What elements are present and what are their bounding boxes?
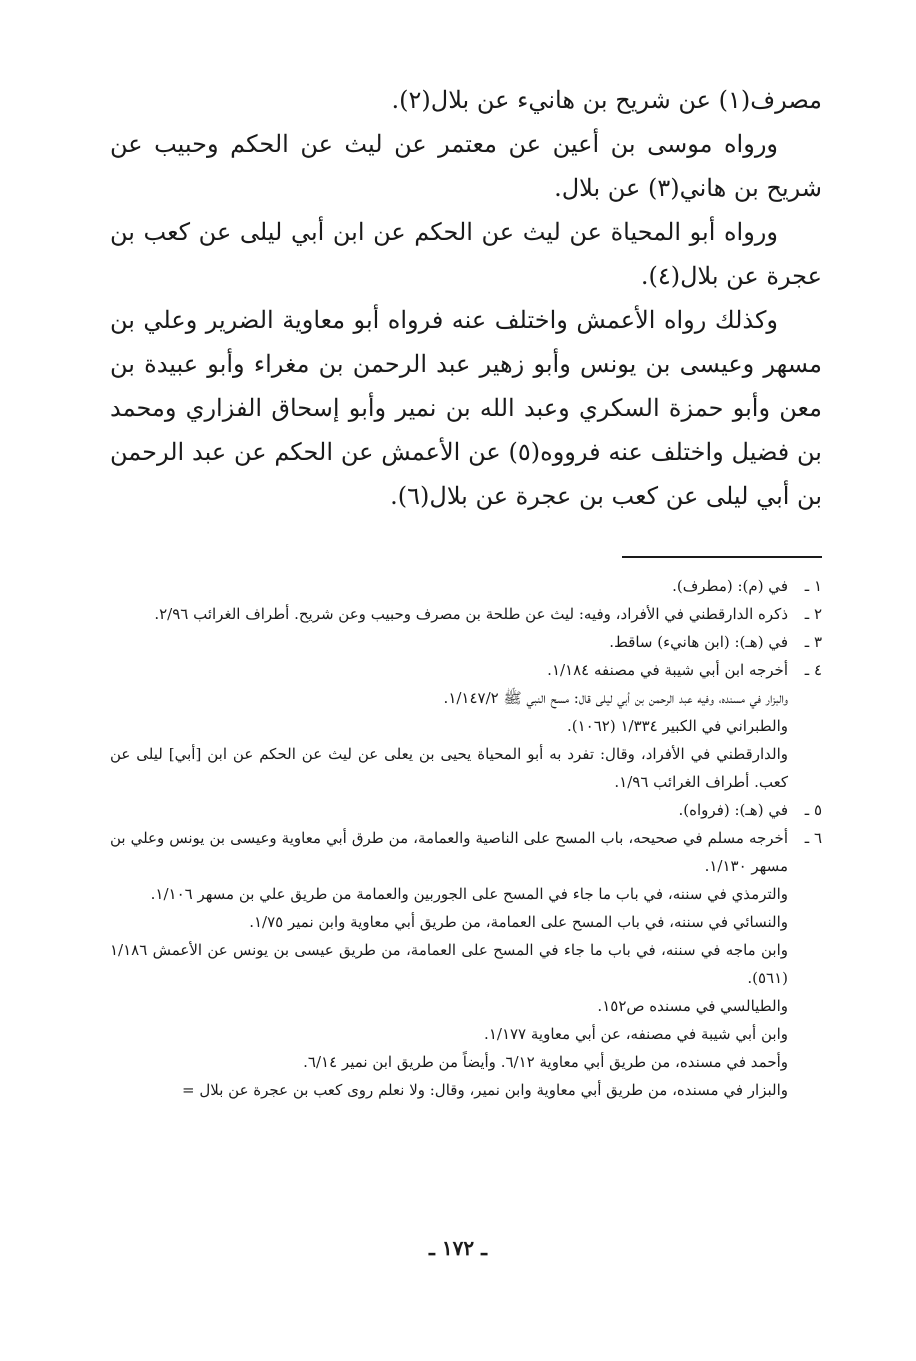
footnote-line: والبزار في مسنده، وفيه عبد الرحمن بن أبي ليلى قال: مسح النبي ﷺ ١/١٤٧/٢. <box>443 689 788 707</box>
footnote-line: في (م): (مطرف). <box>672 577 788 595</box>
footnote-line: والنسائي في سننه، في باب المسح على العمامة، من طريق أبي معاوية وابن نمير ١/٧٥. <box>249 913 788 931</box>
footnote-line: أخرجه ابن أبي شيبة في مصنفه ١/١٨٤. <box>547 661 788 679</box>
footnote-number: ٤ ـ <box>804 661 822 679</box>
footnote-line: والدارقطني في الأفراد، وقال: تفرد به أبو المحياة يحيى بن يعلى عن ليث عن الحكم عن ابن [أبي] ليلى عن كعب. أطراف الغرائب ١/٩٦. <box>110 745 788 791</box>
footnote-line: في (هـ): (ابن هانيء) ساقط. <box>609 633 788 651</box>
footnote-item <box>110 572 822 600</box>
footnotes-section <box>110 572 822 1104</box>
footnote-item <box>110 796 822 824</box>
footnote-number: ٥ ـ <box>804 801 822 819</box>
footnote-number: ٣ ـ <box>804 633 822 651</box>
footnote-body <box>110 628 788 656</box>
footnote-body <box>110 796 788 824</box>
footnote-body <box>110 656 788 796</box>
footnote-line: وابن ماجه في سننه، في باب ما جاء في المسح على العمامة، من طريق عيسى بن يونس عن الأعمش ١/١٨٦ (٥٦١). <box>110 941 788 987</box>
footnote-item <box>110 628 822 656</box>
footnote-divider <box>622 556 822 558</box>
footnote-number: ١ ـ <box>804 577 822 595</box>
footnote-line: والترمذي في سننه، في باب ما جاء في المسح على الجوربين والعمامة من طريق علي بن مسهر ١/١٠٦. <box>150 885 788 903</box>
page-number: ـ ١٧٢ ـ <box>429 1236 487 1260</box>
footnote-body <box>110 824 788 1104</box>
footnote-item <box>110 600 822 628</box>
footnote-line: ذكره الدارقطني في الأفراد، وفيه: ليث عن طلحة بن مصرف وحبيب وعن شريح. أطراف الغرائب ٢/٩٦. <box>154 605 788 623</box>
footnote-line: أخرجه مسلم في صحيحه، باب المسح على الناصية والعمامة، من طرق أبي معاوية وعيسى بن يونس وعلي بن مسهر ١/١٣٠. <box>110 829 788 875</box>
footnote-line: وأحمد في مسنده، من طريق أبي معاوية ٦/١٢. وأيضاً من طريق ابن نمير ٦/١٤. <box>303 1053 788 1071</box>
footnote-line: والطيالسي في مسنده ص١٥٢. <box>597 997 788 1015</box>
main-paragraph: وكذلك رواه الأعمش واختلف عنه فرواه أبو معاوية الضرير وعلي بن مسهر وعيسى بن يونس وأبو زهير عبد الرحمن بن مغراء وأبو عبيدة بن معن وأبو حمزة السكري وعبد الله بن نمير وأبو إسحاق الفزاري ومحمد بن فضيل واختلف عنه فرووه(٥) عن الأعمش عن الحكم عن عبد الرحمن بن أبي ليلى عن كعب بن عجرة عن بلال(٦). <box>110 306 822 510</box>
footnote-body <box>110 600 788 628</box>
footnote-number: ٦ ـ <box>804 829 822 847</box>
footnote-item <box>110 824 822 1104</box>
footnote-item <box>110 656 822 796</box>
main-paragraph: مصرف(١) عن شريح بن هانيء عن بلال(٢). <box>391 86 822 114</box>
footnote-line: والبزار في مسنده، من طريق أبي معاوية وابن نمير، وقال: ولا نعلم روى كعب بن عجرة عن بلال = <box>182 1081 788 1099</box>
footnote-line: والطبراني في الكبير ١/٣٣٤ (١٠٦٢). <box>566 717 788 735</box>
footnote-line: في (هـ): (فرواه). <box>678 801 788 819</box>
book-page <box>110 78 822 1318</box>
footnote-body <box>110 572 788 600</box>
footnote-number: ٢ ـ <box>804 605 822 623</box>
footnote-line: وابن أبي شيبة في مصنفه، عن أبي معاوية ١/١٧٧. <box>484 1025 788 1043</box>
main-text-body <box>110 78 822 518</box>
main-paragraph: ورواه أبو المحياة عن ليث عن الحكم عن ابن أبي ليلى عن كعب بن عجرة عن بلال(٤). <box>110 218 822 290</box>
main-paragraph: ورواه موسى بن أعين عن معتمر عن ليث عن الحكم وحبيب عن شريح بن هاني(٣) عن بلال. <box>110 130 822 202</box>
